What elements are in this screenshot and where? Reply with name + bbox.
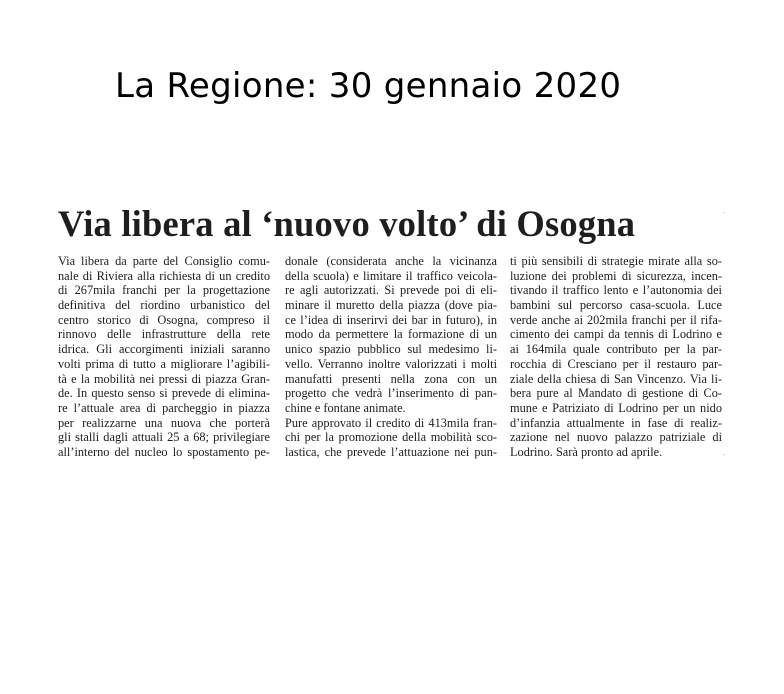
clipping-edge-mark bbox=[723, 212, 725, 213]
column-line: Lodrino. Sarà pronto ad aprile. bbox=[510, 444, 663, 459]
column-line: centro storico di Osogna, compreso il bbox=[58, 312, 270, 327]
column-line: manufatti presenti nella zona con un bbox=[285, 371, 497, 386]
column-line: chine e fontane animate. bbox=[285, 400, 406, 415]
column-line: donale (considerata anche la vicinanza bbox=[285, 254, 497, 268]
column-line: rocchia di Cresciano per il restauro par- bbox=[510, 356, 722, 371]
column-line: unico spazio pubblico sul medesimo li- bbox=[285, 342, 497, 357]
clipping-edge-mark bbox=[723, 454, 725, 455]
column-line: lastica, che prevede l’attuazione nei pun- bbox=[285, 444, 497, 459]
column-line: re l’attuale area di parcheggio in piazza bbox=[58, 400, 270, 415]
column-line: minare il muretto della piazza (dove pia- bbox=[285, 298, 497, 313]
column-line: chi per la promozione della mobilità sco- bbox=[285, 430, 497, 445]
column-line: luzione dei problemi di sicurezza, incen- bbox=[510, 268, 722, 283]
column-line: rinnovo delle infrastrutture della rete bbox=[58, 327, 270, 342]
article-column-3 bbox=[510, 254, 722, 460]
column-line: tivando il traffico lento e l’autonomia dei bbox=[510, 283, 722, 298]
column-line: ti più sensibili di strategie mirate alla so- bbox=[510, 254, 722, 268]
column-line: Pure approvato il credito di 413mila fran- bbox=[285, 415, 497, 430]
column-line: modo da permettere la formazione di un bbox=[285, 327, 497, 342]
column-line: cimento dei campi da tennis di Lodrino e bbox=[510, 327, 722, 342]
article-headline: Via libera al ‘nuovo volto’ di Osogna bbox=[58, 203, 636, 244]
column-line: verde anche ai 202mila franchi per il rifa- bbox=[510, 312, 722, 327]
column-line: ce l’idea di inserirvi dei bar in futuro), in bbox=[285, 312, 497, 327]
column-line: di 267mila franchi per la progettazione bbox=[58, 283, 270, 298]
column-line: vello. Verranno inoltre valorizzati i molti bbox=[285, 356, 497, 371]
column-line: ai 164mila quale contributo per la par- bbox=[510, 342, 722, 357]
column-line: tà e la mobilità nei pressi di piazza Gran- bbox=[58, 371, 270, 386]
column-line: Via libera da parte del Consiglio comu- bbox=[58, 254, 270, 268]
article-column-2 bbox=[285, 254, 497, 460]
column-line: mune e Patriziato di Lodrino per un nido bbox=[510, 400, 722, 415]
column-line: d’infanzia attualmente in fase di realiz- bbox=[510, 415, 722, 430]
column-line: re agli autorizzati. Si prevede poi di eli- bbox=[285, 283, 497, 298]
column-line: all’interno del nucleo lo spostamento pe- bbox=[58, 444, 270, 459]
column-line: de. In questo senso si prevede di elimina- bbox=[58, 386, 270, 401]
column-line: progetto che vedrà l’inserimento di pan- bbox=[285, 386, 497, 401]
column-line: ziale della chiesa di San Vincenzo. Via li- bbox=[510, 371, 722, 386]
column-line: della scuola) e limitare il traffico veicola- bbox=[285, 268, 497, 283]
column-line: idrica. Gli accorgimenti iniziali saranno bbox=[58, 342, 270, 357]
column-line: bera pure al Mandato di gestione di Co- bbox=[510, 386, 722, 401]
column-line: nale di Riviera alla richiesta di un credito bbox=[58, 268, 270, 283]
column-line: zazione nel nuovo palazzo patriziale di bbox=[510, 430, 722, 445]
column-line: bambini sul percorso casa-scuola. Luce bbox=[510, 298, 722, 313]
source-date-label: La Regione: 30 gennaio 2020 bbox=[115, 66, 622, 106]
column-line: volti prima di tutto a migliorare l’agibili- bbox=[58, 356, 270, 371]
column-line: per realizzarne una nuova che porterà bbox=[58, 415, 270, 430]
column-line: definitiva del riordino urbanistico del bbox=[58, 298, 270, 313]
column-line: gli stalli dagli attuali 25 a 68; privilegiare bbox=[58, 430, 270, 445]
article-column-1 bbox=[58, 254, 270, 460]
